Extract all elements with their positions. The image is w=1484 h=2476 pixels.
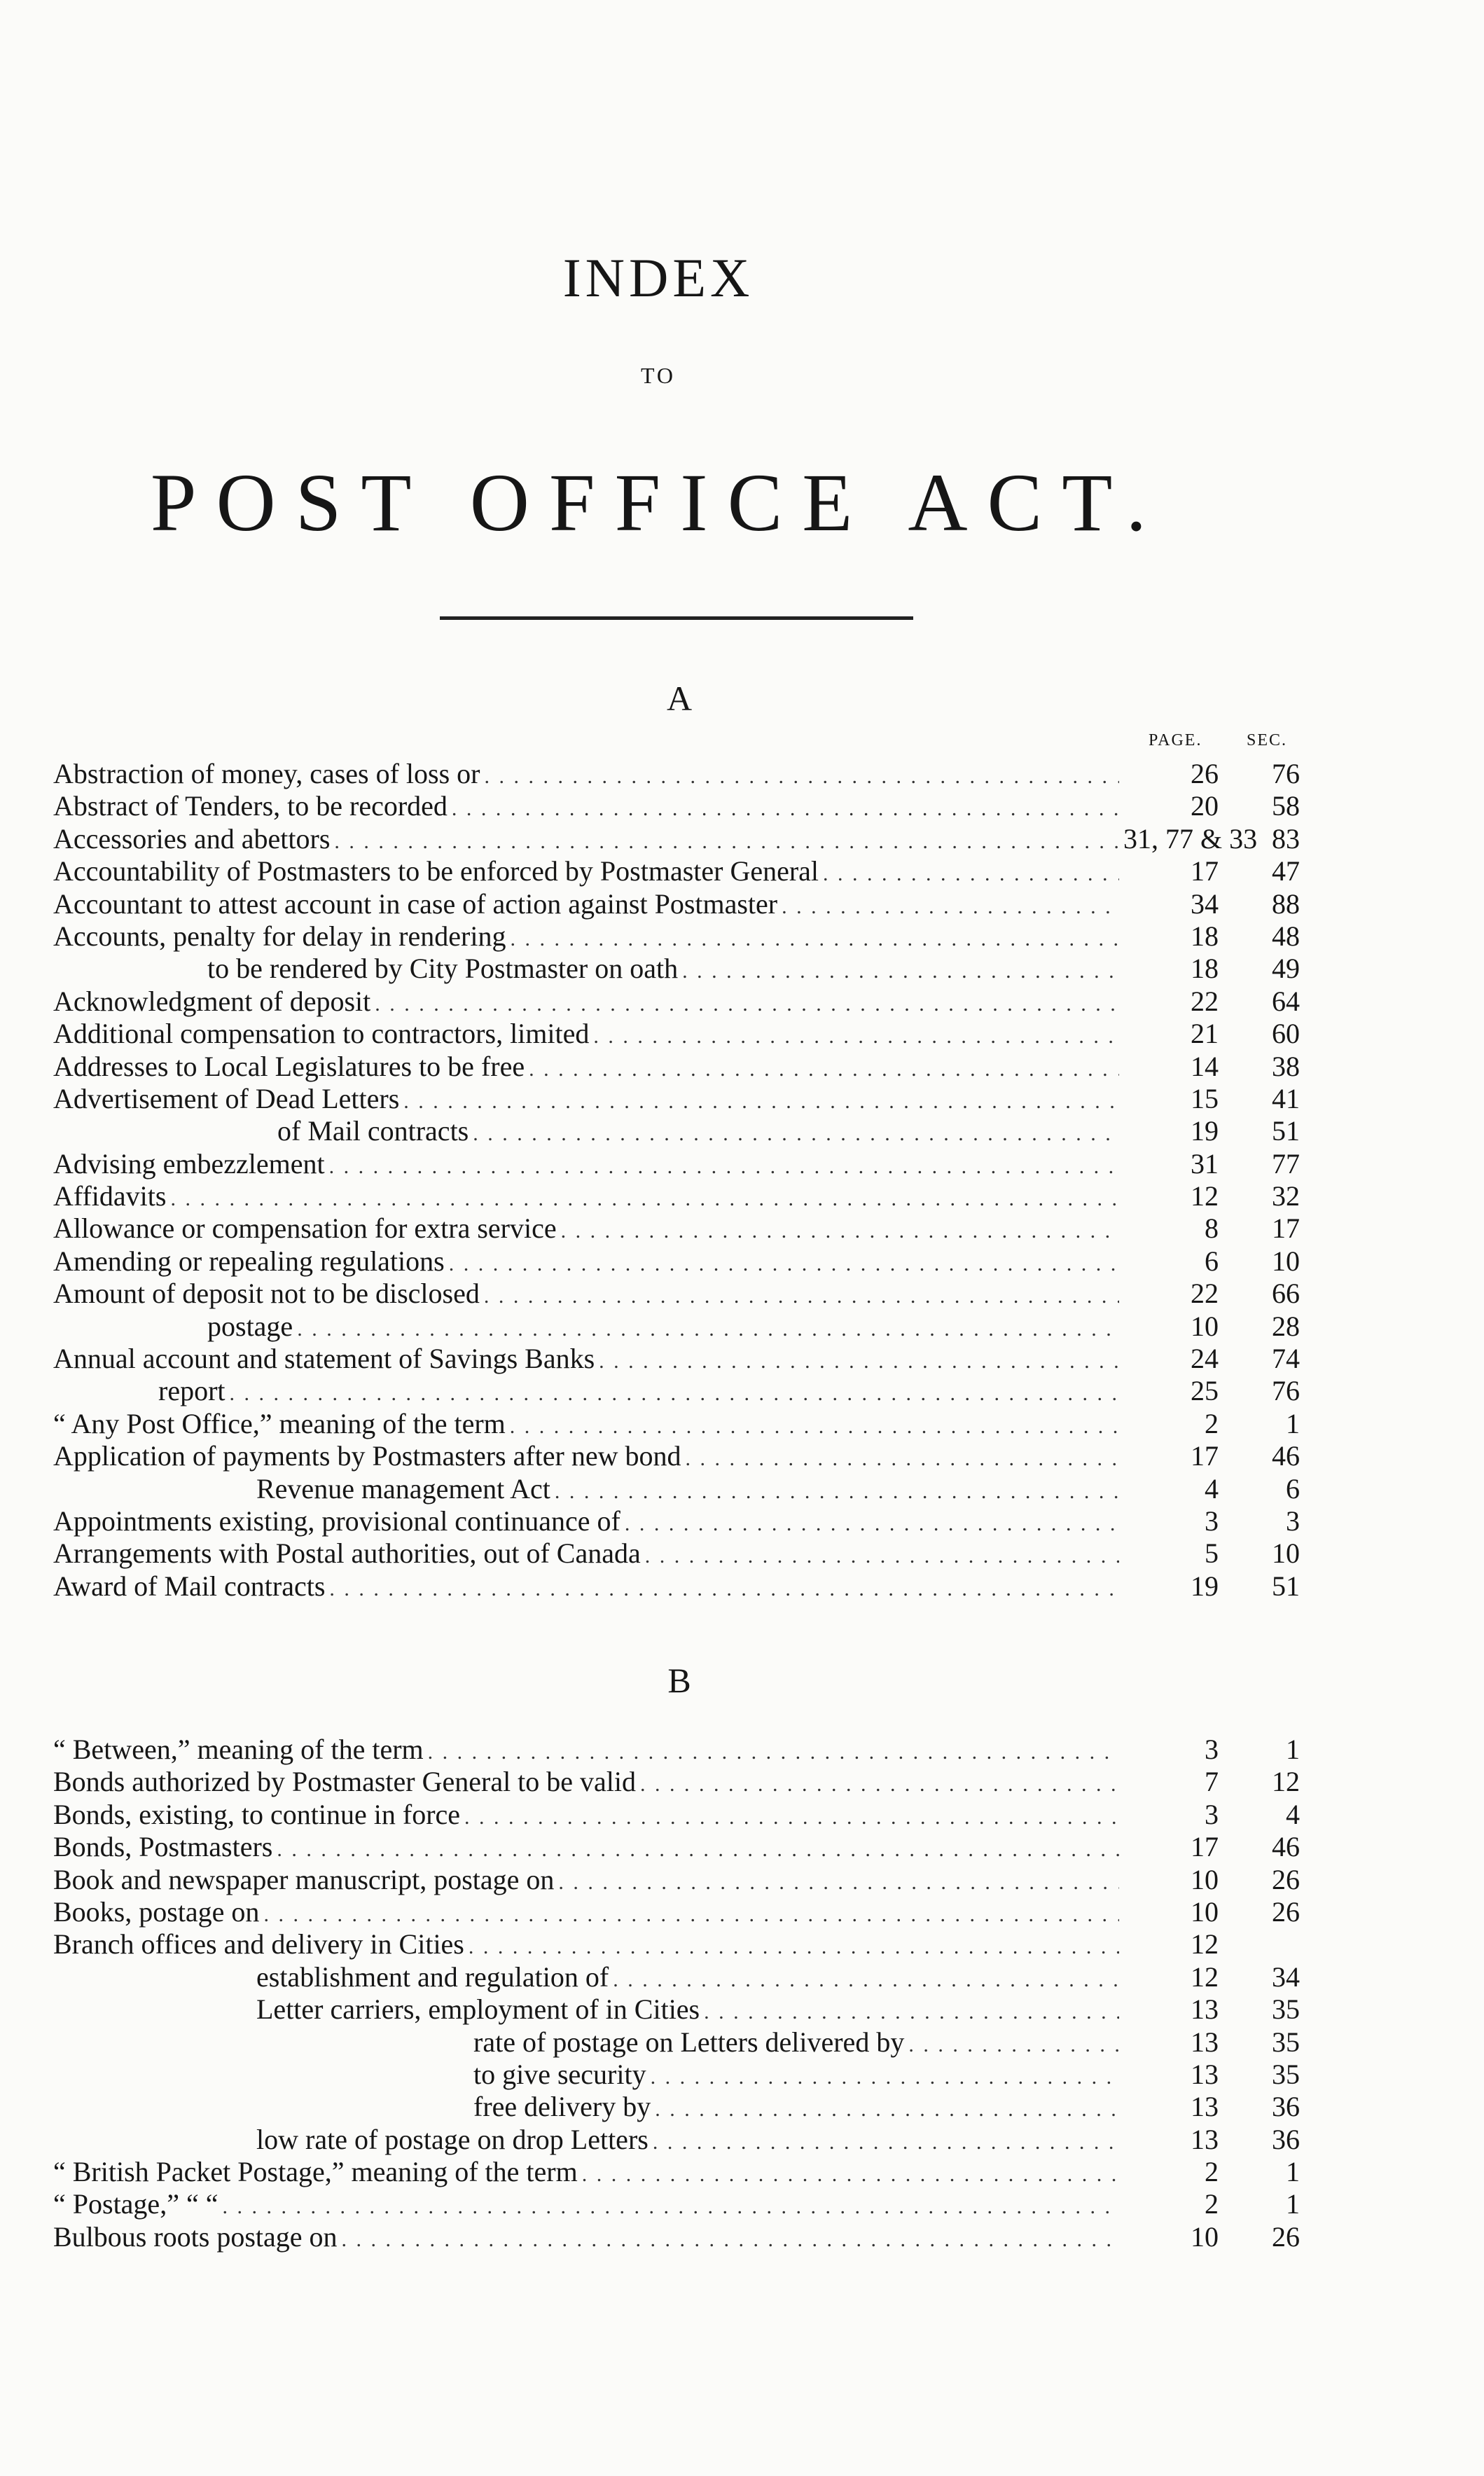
dot-leader bbox=[685, 1443, 1119, 1475]
dot-leader bbox=[329, 1151, 1119, 1183]
index-entry bbox=[53, 1018, 1300, 1050]
entry-section: 35 bbox=[1272, 1993, 1300, 2026]
column-header-page: PAGE. bbox=[1149, 731, 1202, 749]
entry-text: Annual account and statement of Savings Banks bbox=[53, 1343, 595, 1375]
index-entry bbox=[53, 2156, 1300, 2188]
index-entry bbox=[53, 1993, 1300, 2026]
index-entry bbox=[53, 1278, 1300, 1310]
dot-leader bbox=[464, 1801, 1119, 1834]
entry-page: 26 bbox=[1191, 758, 1219, 789]
entry-page: 19 bbox=[1191, 1115, 1219, 1147]
entry-section: 64 bbox=[1272, 985, 1300, 1017]
index-entry bbox=[53, 2026, 1300, 2059]
index-entry bbox=[53, 1212, 1300, 1245]
index-entry bbox=[53, 1051, 1300, 1083]
entry-text: of Mail contracts bbox=[277, 1115, 469, 1147]
entry-page: 5 bbox=[1205, 1537, 1219, 1570]
index-list-b bbox=[53, 1734, 1300, 2253]
dot-leader bbox=[782, 891, 1119, 923]
entry-page: 21 bbox=[1191, 1018, 1219, 1050]
title-rule bbox=[440, 616, 913, 620]
index-entry bbox=[53, 2059, 1300, 2091]
index-entry bbox=[53, 1799, 1300, 1831]
entry-page: 10 bbox=[1191, 2220, 1219, 2253]
entry-section: 1 bbox=[1286, 1407, 1300, 1439]
column-header-sec: SEC. bbox=[1247, 731, 1288, 749]
entry-section: 4 bbox=[1286, 1798, 1300, 1830]
dot-leader bbox=[655, 2094, 1119, 2126]
entry-section: 74 bbox=[1272, 1343, 1300, 1375]
dot-leader bbox=[473, 1118, 1119, 1150]
entry-text: Advertisement of Dead Letters bbox=[53, 1082, 400, 1114]
entry-text: “ Between,” meaning of the term bbox=[53, 1734, 424, 1765]
index-entry bbox=[53, 2124, 1300, 2156]
entry-section: 6 bbox=[1286, 1472, 1300, 1505]
entry-section: 35 bbox=[1272, 2058, 1300, 2090]
index-entry bbox=[53, 888, 1300, 920]
entry-page: 20 bbox=[1191, 790, 1219, 822]
index-entry bbox=[53, 823, 1300, 855]
dot-leader bbox=[484, 1280, 1119, 1313]
dot-leader bbox=[485, 761, 1120, 793]
entry-page: 17 bbox=[1191, 1440, 1219, 1472]
entry-text: Application of payments by Postmasters after new bond bbox=[53, 1440, 681, 1472]
index-entry bbox=[53, 1148, 1300, 1180]
entry-section: 83 bbox=[1272, 822, 1300, 855]
entry-page: 18 bbox=[1191, 953, 1219, 985]
dot-leader bbox=[625, 1508, 1119, 1540]
section-letter-a: A bbox=[666, 679, 693, 718]
entry-page: 10 bbox=[1191, 1895, 1219, 1928]
entry-section: 76 bbox=[1272, 1375, 1300, 1407]
entry-text: Bonds, existing, to continue in force bbox=[53, 1798, 461, 1830]
dot-leader bbox=[682, 955, 1119, 988]
entry-text: Bonds, Postmasters bbox=[53, 1831, 273, 1863]
entry-section: 17 bbox=[1272, 1212, 1300, 1245]
entry-page: 13 bbox=[1191, 2058, 1219, 2090]
index-entry bbox=[53, 1570, 1300, 1603]
document-title: POST OFFICE ACT. bbox=[150, 457, 1167, 548]
entry-text: to be rendered by City Postmaster on oath bbox=[207, 953, 679, 985]
entry-page: 15 bbox=[1191, 1082, 1219, 1114]
entry-text: Abstract of Tenders, to be recorded bbox=[53, 790, 448, 822]
entry-page: 25 bbox=[1191, 1375, 1219, 1407]
dot-leader bbox=[277, 1834, 1119, 1866]
dot-leader bbox=[593, 1021, 1119, 1053]
entry-text: Allowance or compensation for extra service bbox=[53, 1212, 557, 1245]
entry-page: 22 bbox=[1191, 1278, 1219, 1310]
entry-text: “ Postage,” “ “ bbox=[53, 2188, 219, 2220]
entry-section: 46 bbox=[1272, 1440, 1300, 1472]
entry-section: 12 bbox=[1272, 1766, 1300, 1798]
entry-page: 4 bbox=[1205, 1472, 1219, 1505]
index-entry bbox=[53, 1505, 1300, 1537]
entry-section: 26 bbox=[1272, 1863, 1300, 1895]
entry-page: 31, 77 & 33 bbox=[1123, 822, 1258, 855]
entry-text: establishment and regulation of bbox=[256, 1960, 609, 1993]
entry-section: 26 bbox=[1272, 1895, 1300, 1928]
entry-section: 51 bbox=[1272, 1570, 1300, 1602]
dot-leader bbox=[561, 1215, 1119, 1247]
index-entry bbox=[53, 1473, 1300, 1505]
index-entry bbox=[53, 920, 1300, 953]
dot-leader bbox=[823, 858, 1119, 890]
dot-leader bbox=[170, 1183, 1119, 1215]
entry-page: 14 bbox=[1191, 1050, 1219, 1082]
index-entry bbox=[53, 1831, 1300, 1863]
entry-page: 3 bbox=[1205, 1734, 1219, 1765]
entry-text: free delivery by bbox=[473, 2091, 651, 2123]
entry-section: 32 bbox=[1272, 1180, 1300, 1212]
index-entry bbox=[53, 1343, 1300, 1375]
dot-leader bbox=[704, 1996, 1119, 2028]
dot-leader bbox=[452, 793, 1119, 825]
entry-page: 12 bbox=[1191, 1180, 1219, 1212]
dot-leader bbox=[263, 1899, 1119, 1931]
dot-leader bbox=[529, 1053, 1119, 1086]
entry-text: Revenue management Act bbox=[256, 1472, 550, 1505]
entry-text: Acknowledgment of deposit bbox=[53, 985, 371, 1017]
entry-section: 35 bbox=[1272, 2026, 1300, 2058]
entry-page: 6 bbox=[1205, 1245, 1219, 1277]
entry-page: 8 bbox=[1205, 1212, 1219, 1245]
entry-page: 10 bbox=[1191, 1863, 1219, 1895]
entry-page: 17 bbox=[1191, 1831, 1219, 1863]
entry-page: 31 bbox=[1191, 1147, 1219, 1180]
dot-leader bbox=[297, 1313, 1119, 1346]
index-entry bbox=[53, 1537, 1300, 1570]
entry-page: 10 bbox=[1191, 1310, 1219, 1342]
entry-text: Abstraction of money, cases of loss or bbox=[53, 758, 480, 789]
dot-leader bbox=[222, 2191, 1119, 2223]
entry-section: 36 bbox=[1272, 2123, 1300, 2155]
entry-page: 12 bbox=[1191, 1960, 1219, 1993]
entry-section: 10 bbox=[1272, 1245, 1300, 1277]
index-entry bbox=[53, 1734, 1300, 1766]
dot-leader bbox=[582, 2159, 1119, 2191]
section-letter-b: B bbox=[667, 1661, 691, 1700]
entry-page: 2 bbox=[1205, 2188, 1219, 2220]
entry-page: 34 bbox=[1191, 887, 1219, 920]
entry-page: 13 bbox=[1191, 2123, 1219, 2155]
index-entry bbox=[53, 1961, 1300, 1993]
entry-section: 28 bbox=[1272, 1310, 1300, 1342]
entry-text: Arrangements with Postal authorities, out of Canada bbox=[53, 1537, 641, 1570]
entry-page: 12 bbox=[1191, 1928, 1219, 1960]
entry-page: 2 bbox=[1205, 1407, 1219, 1439]
entry-section: 51 bbox=[1272, 1115, 1300, 1147]
entry-section: 26 bbox=[1272, 2220, 1300, 2253]
dot-leader bbox=[342, 2224, 1119, 2256]
dot-leader bbox=[613, 1964, 1119, 1996]
entry-section: 3 bbox=[1286, 1505, 1300, 1537]
entry-page: 3 bbox=[1205, 1505, 1219, 1537]
dot-leader bbox=[510, 923, 1119, 955]
entry-page: 22 bbox=[1191, 985, 1219, 1017]
entry-section: 77 bbox=[1272, 1147, 1300, 1180]
dot-leader bbox=[599, 1346, 1119, 1378]
entry-text: Bonds authorized by Postmaster General to be valid bbox=[53, 1766, 637, 1798]
dot-leader bbox=[510, 1411, 1119, 1443]
entry-text: Accounts, penalty for delay in rendering bbox=[53, 920, 506, 952]
index-entry bbox=[53, 2221, 1300, 2253]
entry-text: low rate of postage on drop Letters bbox=[256, 2123, 649, 2155]
entry-text: “ British Packet Postage,” meaning of the term bbox=[53, 2156, 578, 2188]
entry-text: Letter carriers, employment of in Cities bbox=[256, 1993, 700, 2026]
entry-text: report bbox=[158, 1375, 226, 1407]
entry-text: postage bbox=[207, 1310, 293, 1342]
index-entry bbox=[53, 1440, 1300, 1472]
index-entry bbox=[53, 1375, 1300, 1407]
entry-text: Book and newspaper manuscript, postage on bbox=[53, 1863, 555, 1895]
dot-leader bbox=[329, 1573, 1119, 1605]
entry-section: 47 bbox=[1272, 855, 1300, 887]
dot-leader bbox=[653, 2126, 1119, 2159]
entry-text: Accountant to attest account in case of action against Postmaster bbox=[53, 887, 778, 920]
entry-page: 19 bbox=[1191, 1570, 1219, 1602]
dot-leader bbox=[230, 1378, 1119, 1410]
entry-text: Affidavits bbox=[53, 1180, 167, 1212]
dot-leader bbox=[375, 988, 1119, 1021]
index-entry bbox=[53, 1928, 1300, 1960]
index-entry bbox=[53, 1408, 1300, 1440]
index-entry bbox=[53, 2091, 1300, 2123]
index-entry bbox=[53, 1245, 1300, 1278]
index-entry bbox=[53, 1083, 1300, 1115]
entry-section: 49 bbox=[1272, 953, 1300, 985]
entry-text: Additional compensation to contractors, limited bbox=[53, 1018, 590, 1050]
entry-page: 17 bbox=[1191, 855, 1219, 887]
entry-text: “ Any Post Office,” meaning of the term bbox=[53, 1407, 506, 1439]
entry-text: Accessories and abettors bbox=[53, 822, 331, 855]
index-entry bbox=[53, 1864, 1300, 1896]
entry-text: Amount of deposit not to be disclosed bbox=[53, 1278, 480, 1310]
entry-page: 13 bbox=[1191, 2026, 1219, 2058]
entry-text: Branch offices and delivery in Cities bbox=[53, 1928, 464, 1960]
entry-page: 24 bbox=[1191, 1343, 1219, 1375]
dot-leader bbox=[334, 826, 1119, 858]
entry-section: 1 bbox=[1286, 2156, 1300, 2188]
title-connector: TO bbox=[640, 363, 677, 388]
entry-text: to give security bbox=[473, 2058, 646, 2090]
entry-text: Amending or repealing regulations bbox=[53, 1245, 445, 1277]
entry-text: Advising embezzlement bbox=[53, 1147, 325, 1180]
entry-section: 34 bbox=[1272, 1960, 1300, 1993]
entry-text: Accountability of Postmasters to be enforced by Postmaster General bbox=[53, 855, 819, 887]
index-entry bbox=[53, 758, 1300, 790]
entry-section: 66 bbox=[1272, 1278, 1300, 1310]
index-list-a bbox=[53, 758, 1300, 1603]
index-entry bbox=[53, 790, 1300, 822]
index-entry bbox=[53, 1115, 1300, 1147]
entry-text: Books, postage on bbox=[53, 1895, 260, 1928]
entry-page: 18 bbox=[1191, 920, 1219, 952]
dot-leader bbox=[908, 2029, 1119, 2061]
entry-page: 7 bbox=[1205, 1766, 1219, 1798]
entry-section: 36 bbox=[1272, 2091, 1300, 2123]
entry-section: 58 bbox=[1272, 790, 1300, 822]
entry-section: 1 bbox=[1286, 1734, 1300, 1765]
entry-section: 1 bbox=[1286, 2188, 1300, 2220]
dot-leader bbox=[555, 1476, 1119, 1508]
entry-section: 38 bbox=[1272, 1050, 1300, 1082]
index-entry bbox=[53, 1180, 1300, 1212]
entry-section: 48 bbox=[1272, 920, 1300, 952]
dot-leader bbox=[645, 1540, 1119, 1572]
dot-leader bbox=[449, 1248, 1119, 1280]
dot-leader bbox=[651, 2061, 1119, 2094]
dot-leader bbox=[428, 1736, 1119, 1769]
entry-section: 88 bbox=[1272, 887, 1300, 920]
dot-leader bbox=[558, 1867, 1119, 1899]
index-entry bbox=[53, 1310, 1300, 1343]
index-entry bbox=[53, 2188, 1300, 2220]
page-title: INDEX bbox=[562, 247, 754, 308]
entry-page: 3 bbox=[1205, 1798, 1219, 1830]
entry-page: 2 bbox=[1205, 2156, 1219, 2188]
index-entry bbox=[53, 855, 1300, 887]
entry-text: Award of Mail contracts bbox=[53, 1570, 326, 1602]
dot-leader bbox=[403, 1086, 1119, 1118]
entry-text: Appointments existing, provisional continuance of bbox=[53, 1505, 620, 1537]
index-entry bbox=[53, 953, 1300, 985]
entry-section: 41 bbox=[1272, 1082, 1300, 1114]
dot-leader bbox=[640, 1769, 1119, 1801]
entry-page: 13 bbox=[1191, 1993, 1219, 2026]
entry-page: 13 bbox=[1191, 2091, 1219, 2123]
dot-leader bbox=[469, 1931, 1119, 1963]
entry-section: 46 bbox=[1272, 1831, 1300, 1863]
entry-section: 60 bbox=[1272, 1018, 1300, 1050]
index-entry bbox=[53, 1896, 1300, 1928]
index-entry bbox=[53, 1766, 1300, 1798]
entry-section: 76 bbox=[1272, 758, 1300, 789]
entry-text: Bulbous roots postage on bbox=[53, 2220, 338, 2253]
index-entry bbox=[53, 985, 1300, 1018]
entry-section: 10 bbox=[1272, 1537, 1300, 1570]
entry-text: rate of postage on Letters delivered by bbox=[473, 2026, 905, 2058]
entry-text: Addresses to Local Legislatures to be free bbox=[53, 1050, 525, 1082]
